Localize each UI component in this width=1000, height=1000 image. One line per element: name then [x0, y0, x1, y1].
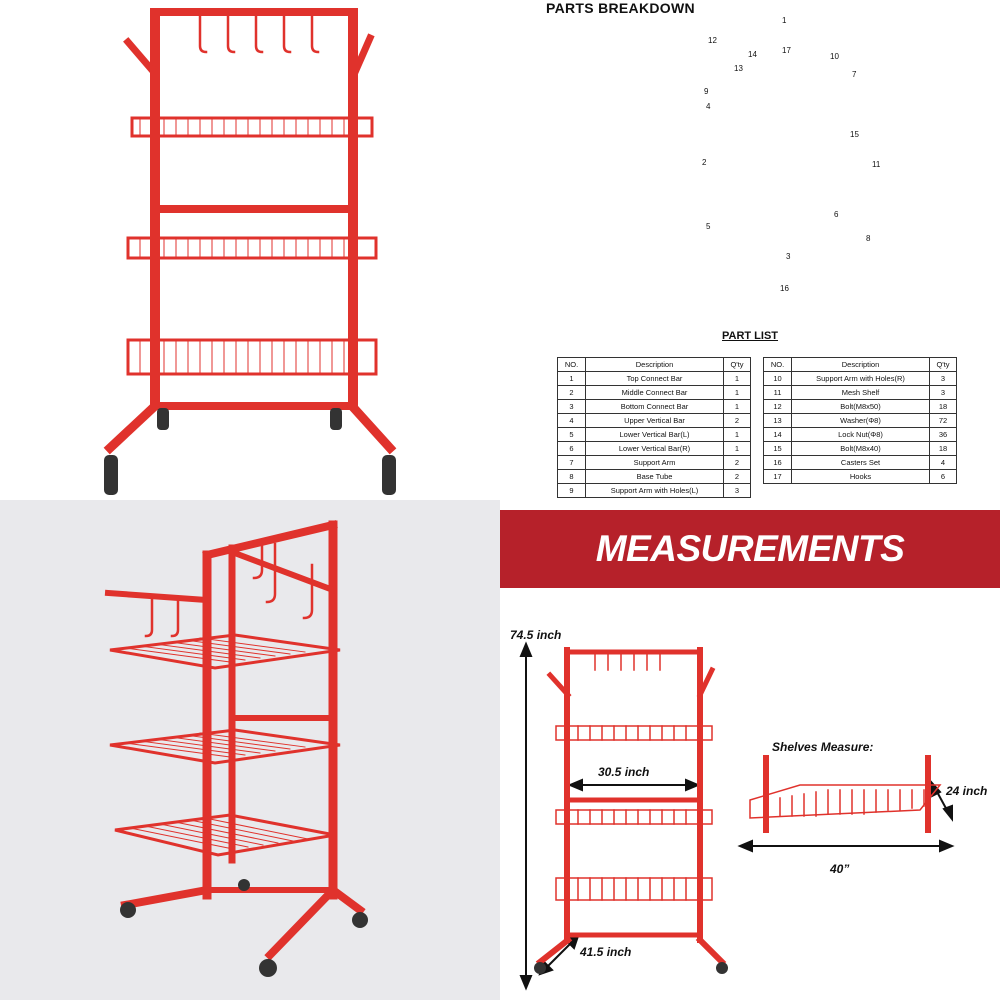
- cell-qty: 1: [724, 386, 751, 400]
- cell-no: 10: [764, 372, 792, 386]
- cell-qty: 3: [930, 386, 957, 400]
- cell-qty: 18: [930, 442, 957, 456]
- cell-qty: 1: [724, 428, 751, 442]
- shelf-width-label: 30.5 inch: [598, 765, 650, 779]
- table-row: [764, 372, 957, 386]
- shelf-length-label: 40”: [830, 862, 850, 876]
- cell-qty: 3: [930, 372, 957, 386]
- cell-description: Bottom Connect Bar: [586, 400, 724, 414]
- cell-description: Middle Connect Bar: [586, 386, 724, 400]
- measurements-title: MEASUREMENTS: [595, 528, 905, 569]
- cell-description: Support Arm: [586, 456, 724, 470]
- cell-description: Lower Vertical Bar(L): [586, 428, 724, 442]
- callout-17: 17: [782, 46, 791, 55]
- table-row: [764, 456, 957, 470]
- cell-qty: 1: [724, 442, 751, 456]
- cell-qty: 6: [930, 470, 957, 484]
- rack-front-image: [0, 0, 500, 500]
- cell-no: 7: [558, 456, 586, 470]
- cell-qty: 18: [930, 400, 957, 414]
- height-label: 74.5 inch: [510, 628, 562, 642]
- callout-9: 9: [704, 87, 709, 96]
- cell-description: Bolt(M8x50): [792, 400, 930, 414]
- table-row: [558, 372, 751, 386]
- cell-description: Upper Vertical Bar: [586, 414, 724, 428]
- part-list-table-right: [763, 357, 957, 484]
- callout-6: 6: [834, 210, 839, 219]
- cell-qty: 72: [930, 414, 957, 428]
- product-photo-angled: [0, 500, 500, 1000]
- product-photo-front: [0, 0, 500, 500]
- table-row: [558, 428, 751, 442]
- cell-no: 11: [764, 386, 792, 400]
- cell-qty: 2: [724, 470, 751, 484]
- part-list-title: PART LIST: [722, 330, 779, 342]
- callout-10: 10: [830, 52, 839, 61]
- callout-11: 11: [872, 160, 881, 169]
- cell-qty: 2: [724, 414, 751, 428]
- header-no: NO.: [764, 358, 792, 372]
- cell-no: 17: [764, 470, 792, 484]
- shelves-measure-label: Shelves Measure:: [772, 740, 874, 754]
- callout-16: 16: [780, 284, 789, 293]
- cell-qty: 4: [930, 456, 957, 470]
- callout-12: 12: [708, 36, 717, 45]
- table-row: [558, 470, 751, 484]
- cell-no: 9: [558, 484, 586, 498]
- cell-no: 2: [558, 386, 586, 400]
- table-row: [764, 470, 957, 484]
- cell-description: Casters Set: [792, 456, 930, 470]
- cell-description: Top Connect Bar: [586, 372, 724, 386]
- cell-description: Support Arm with Holes(R): [792, 372, 930, 386]
- cell-description: Lock Nut(Φ8): [792, 428, 930, 442]
- callout-15: 15: [850, 130, 859, 139]
- table-row: [558, 414, 751, 428]
- table-row: [764, 442, 957, 456]
- header-description: Description: [792, 358, 930, 372]
- table-row: [558, 456, 751, 470]
- cell-no: 3: [558, 400, 586, 414]
- shelf-depth-label: 24 inch: [946, 784, 988, 798]
- cell-description: Base Tube: [586, 470, 724, 484]
- header-no: NO.: [558, 358, 586, 372]
- cell-no: 12: [764, 400, 792, 414]
- cell-qty: 3: [724, 484, 751, 498]
- callout-5: 5: [706, 222, 711, 231]
- cell-no: 15: [764, 442, 792, 456]
- table-row: [558, 442, 751, 456]
- cell-qty: 2: [724, 456, 751, 470]
- rack-angled-image: [0, 500, 500, 1000]
- table-row: [764, 428, 957, 442]
- cell-qty: 1: [724, 400, 751, 414]
- callout-14: 14: [748, 50, 757, 59]
- callout-3: 3: [786, 252, 791, 261]
- callout-2: 2: [702, 158, 707, 167]
- measurements-panel: [500, 500, 1000, 1000]
- header-description: Description: [586, 358, 724, 372]
- cell-description: Hooks: [792, 470, 930, 484]
- cell-no: 6: [558, 442, 586, 456]
- part-list-table-left: [557, 357, 751, 498]
- cell-no: 1: [558, 372, 586, 386]
- callout-1: 1: [782, 16, 787, 25]
- base-width-label: 41.5 inch: [580, 945, 632, 959]
- table-row: [558, 484, 751, 498]
- cell-description: Washer(Φ8): [792, 414, 930, 428]
- cell-no: 8: [558, 470, 586, 484]
- callout-8: 8: [866, 234, 871, 243]
- cell-description: Mesh Shelf: [792, 386, 930, 400]
- header-qty: Q'ty: [930, 358, 957, 372]
- header-qty: Q'ty: [724, 358, 751, 372]
- table-header-row: [558, 358, 751, 372]
- cell-description: Lower Vertical Bar(R): [586, 442, 724, 456]
- parts-breakdown-panel: [500, 0, 1000, 500]
- cell-no: 14: [764, 428, 792, 442]
- cell-no: 5: [558, 428, 586, 442]
- table-row: [558, 386, 751, 400]
- table-row: [764, 400, 957, 414]
- cell-description: Support Arm with Holes(L): [586, 484, 724, 498]
- cell-no: 4: [558, 414, 586, 428]
- callout-13: 13: [734, 64, 743, 73]
- table-row: [558, 400, 751, 414]
- cell-qty: 36: [930, 428, 957, 442]
- table-row: [764, 386, 957, 400]
- dimension-drawing: [500, 500, 1000, 1000]
- callout-4: 4: [706, 102, 711, 111]
- table-header-row: [764, 358, 957, 372]
- cell-qty: 1: [724, 372, 751, 386]
- table-row: [764, 414, 957, 428]
- parts-breakdown-title: PARTS BREAKDOWN: [546, 0, 695, 16]
- callout-7: 7: [852, 70, 857, 79]
- cell-no: 13: [764, 414, 792, 428]
- cell-description: Bolt(M8x40): [792, 442, 930, 456]
- cell-no: 16: [764, 456, 792, 470]
